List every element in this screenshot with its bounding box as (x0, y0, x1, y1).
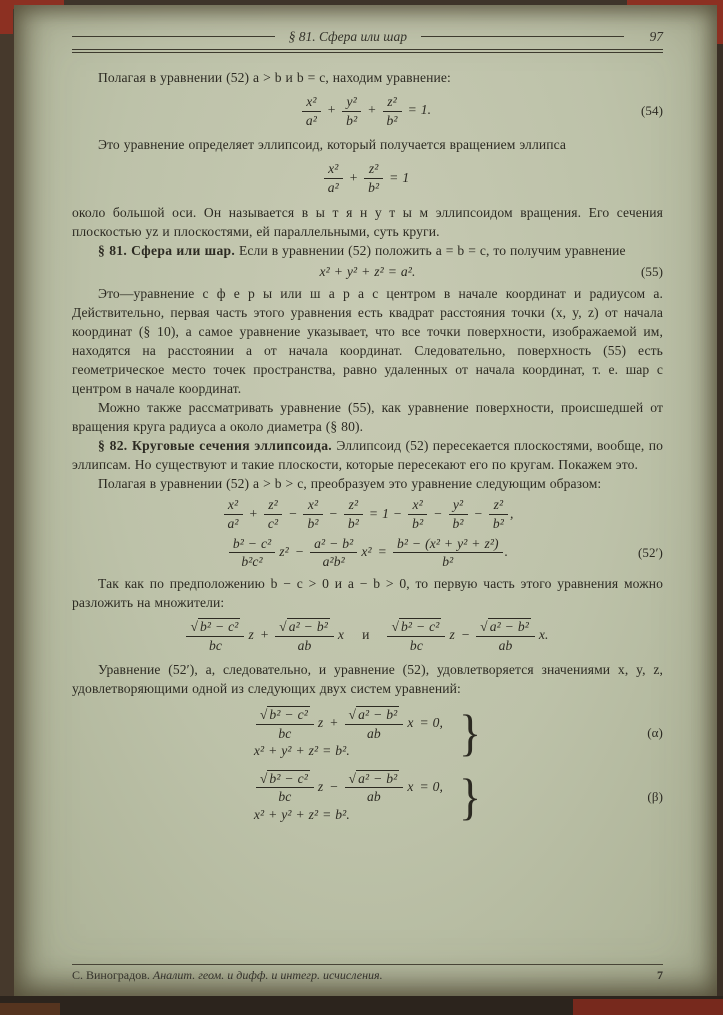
variable: z (317, 715, 324, 731)
fraction-numerator (387, 619, 445, 637)
fraction (345, 707, 404, 741)
radicand: b² − c² (200, 618, 239, 634)
fraction (303, 497, 322, 531)
fraction (275, 619, 334, 653)
fraction-denominator: c² (267, 515, 279, 531)
sqrt-icon: √ (279, 618, 287, 634)
operator: − (288, 505, 298, 521)
book-cover-corner-topleft-side (0, 0, 13, 34)
operator: − (433, 505, 443, 521)
fraction-numerator (345, 771, 404, 789)
operator: + (348, 169, 359, 185)
fraction (342, 94, 361, 128)
paragraph-5: Это—уравнение с ф е р ы или ш а р а с центром в начале координат и радиусом a. Действительно, первая часть этого уравнения есть квадрат расстояния точки (x, y, z) от начала координат (§ 10), а самое уравнение указывает, что все точки поверхности, изображаемой им, находятся на расстоянии a от начала координат. Следовательно, поверхность (55) есть геометрическое место точек пространства, равно удаленных от начала координат, т. е. шар с центром в начале координат. (72, 285, 663, 397)
system-brace: } (458, 704, 482, 761)
paragraph-7 (72, 436, 663, 474)
operator: + (248, 505, 258, 521)
system-line-1 (254, 707, 447, 741)
fraction-denominator: b² (347, 515, 359, 531)
equation-number: (52′) (637, 544, 663, 560)
radicand: b² − c² (269, 707, 308, 723)
operator: + (329, 715, 339, 731)
equation-system-alpha (72, 705, 663, 762)
paragraph-4 (72, 241, 663, 260)
fraction (224, 497, 243, 531)
paragraph-8: Полагая в уравнении (52) a > b > c, преобразуем это уравнение следующим образом: (98, 476, 602, 492)
fraction-denominator: b² (307, 515, 319, 531)
fraction-numerator: z² (264, 497, 282, 515)
fraction-numerator: x² (302, 94, 321, 112)
fraction-denominator: b² (442, 554, 454, 570)
punctuation: . (504, 543, 509, 559)
sqrt-icon: √ (480, 618, 488, 634)
equation-number: (α) (647, 725, 663, 741)
fraction (186, 619, 244, 653)
fraction (302, 94, 321, 128)
header-double-rule (72, 49, 663, 53)
fraction-denominator: b² (452, 515, 464, 531)
fraction-numerator (476, 619, 535, 637)
fraction (264, 497, 282, 531)
fraction-denominator: ab (297, 637, 312, 653)
paragraph-3: около большой оси. Он называется в ы т я н у т ы м эллипсоидом вращения. Его сечения плоскостью yz и плоскостями, ей параллельными, суть круги. (72, 204, 663, 239)
fraction-denominator: a² (305, 112, 317, 128)
fraction (229, 536, 275, 570)
radicand: a² − b² (358, 707, 398, 723)
operator: − (294, 543, 305, 559)
fraction-denominator: b² (368, 179, 380, 195)
equation-ellipse-math (322, 161, 414, 195)
book-cover-edge-left (0, 0, 14, 1015)
equation-math (222, 497, 514, 531)
system-line-2: x² + y² + z² = b². (253, 807, 350, 822)
fraction-numerator (256, 771, 314, 789)
fraction-denominator: b² (412, 515, 424, 531)
radicand: a² − b² (358, 770, 398, 786)
sqrt-icon: √ (259, 770, 268, 786)
paragraph-10: Уравнение (52′), а, следовательно, и уравнение (52), удовлетворяется значениями x, y, z, удовлетворяющими одной из следующих двух систем уравнений: (72, 662, 663, 697)
radicand: b² − c² (401, 618, 440, 634)
conjunction: и (362, 627, 370, 643)
footer-signature (72, 968, 383, 983)
radicand: a² − b² (489, 618, 529, 634)
fraction (383, 94, 402, 128)
equation-factors (72, 619, 663, 653)
variable: z (449, 627, 455, 643)
variable: x (337, 627, 345, 643)
system-line-2: x² + y² + z² = b². (253, 743, 350, 759)
fraction (489, 497, 508, 531)
fraction-numerator: z² (489, 497, 508, 515)
variable: x. (538, 627, 549, 643)
fraction (310, 536, 357, 570)
equation-52-transform-line1 (72, 497, 663, 531)
paragraph-1: Полагая в уравнении (52) a > b и b = c, находим уравнение: (98, 70, 451, 85)
sqrt-icon: √ (259, 707, 268, 723)
equation-system-beta (72, 769, 663, 826)
fraction-numerator (256, 707, 314, 725)
equation-number: (β) (647, 789, 663, 805)
variable: z (317, 779, 324, 794)
sqrt-icon: √ (391, 618, 399, 634)
equation-55 (72, 264, 663, 280)
fraction (408, 497, 427, 531)
equation-number: (54) (640, 103, 663, 119)
fraction-numerator: x² (324, 161, 343, 179)
paragraph-2: Это уравнение определяет эллипсоид, который получается вращением эллипса (98, 137, 567, 153)
variable: z (248, 627, 254, 643)
fraction-numerator: x² (408, 497, 427, 515)
equation-number: (55) (640, 264, 663, 280)
equals: = 1 − (368, 505, 403, 521)
equals: = 0, (419, 779, 444, 794)
fraction-denominator: a²b² (322, 554, 345, 570)
sqrt-icon: √ (348, 707, 357, 723)
fraction-denominator: bc (208, 637, 222, 653)
fraction-denominator: ab (367, 725, 381, 741)
fraction-numerator: z² (344, 497, 363, 515)
fraction-numerator: x² (303, 497, 322, 515)
book-cover-corner-bottomright (573, 999, 723, 1015)
fraction-denominator: ab (367, 789, 381, 805)
variable: z² (279, 543, 289, 559)
system-brace: } (458, 768, 482, 825)
fraction-numerator: a² − b² (310, 536, 357, 554)
operator: − (460, 627, 471, 643)
fraction-numerator: z² (383, 94, 402, 112)
operator: + (259, 627, 270, 643)
equation-54 (72, 94, 663, 128)
page-header (72, 29, 663, 53)
fraction (256, 707, 314, 741)
fraction (324, 161, 343, 195)
fraction (256, 771, 314, 805)
fraction-numerator (186, 619, 244, 637)
fraction-numerator: y² (342, 94, 361, 112)
fraction (364, 161, 383, 195)
equation-ellipse (72, 161, 663, 195)
system-lines (254, 705, 447, 762)
punctuation: , (509, 505, 514, 521)
paragraph-9: Так как по предположению b − c > 0 и a − b > 0, то первую часть этого уравнения можно разложить на множители: (72, 575, 663, 610)
operator: − (328, 505, 338, 521)
equals: = 0, (419, 715, 444, 731)
equation-math (227, 535, 509, 570)
radicand: a² − b² (288, 618, 328, 634)
equation-54-math (300, 94, 435, 128)
variable: x (407, 715, 414, 731)
equals: = 1. (407, 102, 432, 118)
equals: = 1 (389, 169, 410, 185)
system-line-1 (254, 771, 447, 805)
book-cover-edge-right (717, 0, 723, 1015)
section-81-text: Если в уравнении (52) положить a = b = c, то получим уравнение (235, 242, 626, 258)
fraction (449, 497, 468, 531)
fraction-denominator: bc (278, 725, 292, 741)
sqrt-icon: √ (348, 770, 357, 786)
fraction-denominator: a² (227, 515, 239, 531)
fraction-numerator: x² (224, 497, 243, 515)
fraction-denominator: bc (278, 789, 292, 805)
page-inner (14, 5, 717, 996)
equals: = (377, 543, 387, 559)
fraction-denominator: b² (386, 112, 398, 128)
book-cover-corner-bottomleft (0, 1003, 60, 1015)
fraction-numerator: y² (449, 497, 468, 515)
fraction-denominator: b² (346, 112, 358, 128)
footer-author: С. Виноградов. (72, 968, 150, 982)
section-82-text: Эллипсоид (52) пересекается плоскостями, вообще, по эллипсам. Но существуют и такие плоскости, которые пересекают его по кругам. Покажем это. (72, 438, 663, 473)
sheet-number: 7 (657, 968, 663, 982)
operator: − (329, 779, 339, 794)
page-number: 97 (649, 29, 664, 44)
equation-52-prime (72, 536, 663, 570)
fraction (476, 619, 535, 653)
radicand: b² − c² (269, 770, 308, 786)
fraction-numerator (345, 707, 404, 725)
fraction-numerator: z² (364, 161, 383, 179)
fraction (344, 497, 363, 531)
section-82-heading: § 82. Круговые сечения эллипсоида. (98, 438, 333, 454)
section-81-heading: § 81. Сфера или шар. (98, 242, 236, 258)
operator: + (367, 102, 377, 118)
sqrt-icon: √ (190, 618, 199, 634)
fraction (387, 619, 445, 653)
page-footer (72, 964, 663, 983)
fraction-denominator: a² (327, 179, 339, 195)
operator: − (473, 505, 483, 521)
equation-math (184, 618, 550, 653)
equation-55-math: x² + y² + z² = a². (319, 263, 416, 279)
fraction-denominator: ab (498, 637, 513, 653)
footer-work-title: Аналит. геом. и дифф. и интегр. исчисления. (149, 968, 383, 982)
variable: x² (361, 543, 372, 559)
fraction-denominator: bc (409, 637, 423, 653)
fraction-denominator: b²c² (241, 554, 263, 570)
page-body (72, 68, 663, 825)
fraction-numerator: b² − (x² + y² + z²) (393, 536, 503, 554)
running-title: § 81. Сфера или шар (288, 29, 407, 44)
fraction-numerator: b² − c² (229, 536, 275, 554)
fraction (393, 536, 503, 570)
book-page (14, 5, 717, 996)
header-rule-right (421, 36, 624, 37)
fraction (345, 771, 404, 805)
fraction-denominator: b² (492, 515, 504, 531)
operator: + (326, 102, 337, 118)
header-rule-left (72, 36, 275, 37)
variable: x (407, 779, 414, 794)
running-head-row (72, 29, 663, 45)
fraction-numerator (275, 619, 334, 637)
paragraph-6: Можно также рассматривать уравнение (55), как уравнение поверхности, происшедшей от вращения круга радиуса a около диаметра (§ 80). (72, 400, 663, 435)
system-lines (254, 769, 447, 826)
